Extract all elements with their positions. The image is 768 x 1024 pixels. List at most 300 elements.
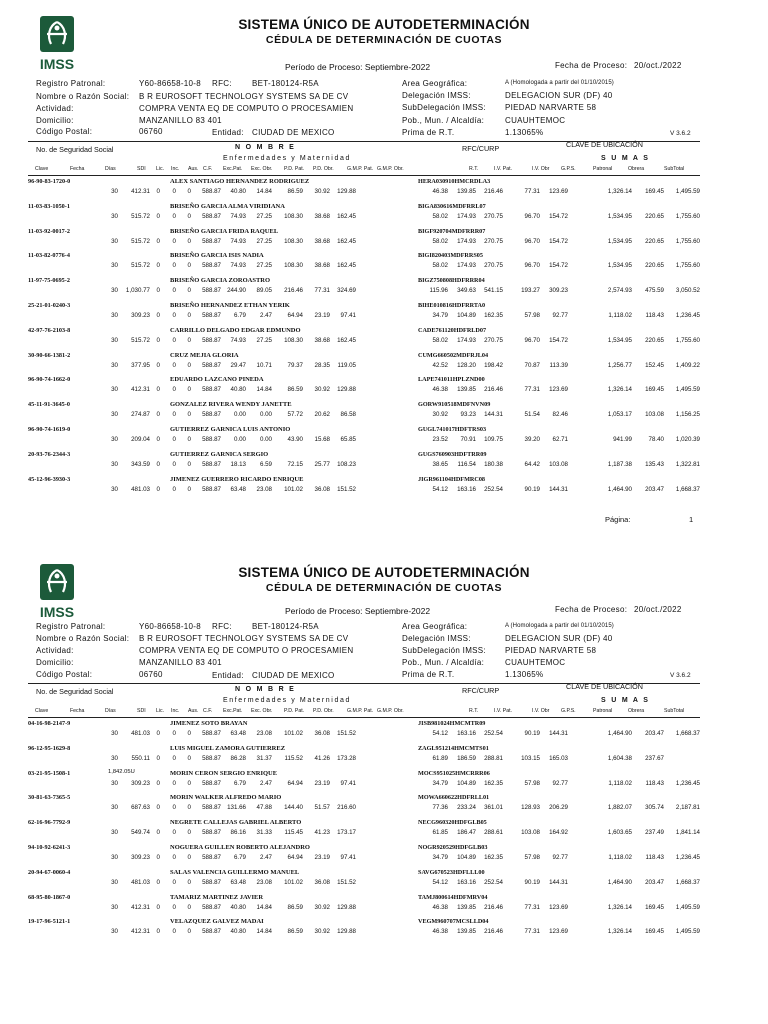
subheader-inc: Inc. [171,166,180,172]
value-iv-pat: 361.01 [484,804,503,812]
value-exc-obr: 0.00 [259,435,272,443]
value-cf: 588.87 [202,804,221,812]
value-iv-obr: 96.70 [524,237,540,245]
value-pd-obr: 28.35 [314,361,330,369]
entidad-value: CIUDAD DE MEXICO [252,128,335,137]
value-iv-pat: 252.54 [484,730,503,737]
value-gmp-obr: 46.38 [432,928,448,936]
value-subtotal: 1,236.45 [675,779,700,787]
value-inc: 0 [172,829,176,837]
value-subtotal: 1,156.25 [675,411,700,419]
value-subtotal: 1,668.37 [675,878,700,886]
employee-nss: 94-10-92-6241-3 [28,843,71,851]
value-gmp-obr: 46.38 [432,386,448,394]
area-value: A (Homologada a partir del 01/10/2015) [505,623,614,629]
employee-name: BRISEÑO GARCIA ISIS NADIA [170,252,264,260]
value-inc: 0 [172,188,176,195]
col-nss: No. de Seguridad Social [36,145,114,154]
value-aus: 0 [187,730,191,737]
value-pd-pat: 108.30 [284,262,303,270]
value-gmp-pat: 151.52 [337,485,356,493]
subheader-i-v-obr: I.V. Obr [532,708,550,714]
value-patronal: 1,256.77 [607,361,632,369]
value-rt: 93.23 [460,411,476,419]
employee-list-page-2 [0,719,768,942]
value-gps: 82.46 [552,411,568,419]
value-sdi: 515.72 [131,262,150,270]
value-cf: 588.87 [202,411,221,419]
value-gmp-obr: 54.12 [432,730,448,737]
value-iv-obr: 77.31 [524,928,540,936]
value-iv-pat: 288.61 [484,829,503,837]
value-rt: 349.63 [457,287,476,295]
employee-nss: 30-81-63-7365-5 [28,794,71,802]
col-eym: Enfermedades y Maternidad [223,155,351,162]
employee-nss: 45-11-91-3645-0 [28,401,70,409]
pob-label: Pob., Mun. / Alcaldía: [402,658,485,667]
employee-values [0,780,768,790]
value-gmp-pat: 65.85 [340,435,356,443]
employee-row [0,251,768,276]
value-aus: 0 [187,829,191,837]
value-lic: 0 [156,928,160,936]
value-gmp-pat: 151.52 [337,730,356,737]
nombre-value: B R EUROSOFT TECHNOLOGY SYSTEMS SA DE CV [139,92,349,101]
value-obrera: 152.45 [645,361,664,369]
value-dias: 30 [111,485,118,493]
value-dias: 30 [111,804,118,812]
value-cf: 588.87 [202,903,221,911]
value-patronal: 2,574.93 [607,287,632,295]
col-nombre: N O M B R E [235,144,296,151]
value-patronal: 1,326.14 [607,386,632,394]
value-exc-pat: 40.80 [230,188,246,195]
value-subtotal: 3,050.52 [675,287,700,295]
value-sdi: 515.72 [131,237,150,245]
value-gmp-pat: 86.58 [340,411,356,419]
employee-values [0,730,768,740]
value-obrera: 118.43 [645,853,664,861]
value-subtotal: 1,236.45 [675,853,700,861]
subheader-aus: Aus. [188,708,199,714]
value-rt: 70.91 [460,435,476,443]
value-inc: 0 [172,460,176,468]
subheader-inc: Inc. [171,708,180,714]
value-obrera: 203.47 [645,485,664,493]
value-iv-pat: 252.54 [484,878,503,886]
value-aus: 0 [187,237,191,245]
rfc-value: BET-180124-R5A [252,622,319,631]
employee-nss: 20-93-76-2344-3 [28,450,71,458]
value-sdi: 412.31 [131,928,150,936]
value-lic: 0 [156,336,160,344]
value-cf: 588.87 [202,336,221,344]
value-exc-obr: 14.84 [256,188,272,195]
logo-text: IMSS [39,604,75,620]
value-gmp-obr: 58.02 [432,212,448,220]
employee-rfc: BIGF920704MDFRRR07 [418,227,486,235]
value-aus: 0 [187,311,191,319]
value-gmp-pat: 216.60 [337,804,356,812]
value-sdi: 412.31 [131,903,150,911]
value-lic: 0 [156,212,160,220]
value-rt: 174.93 [457,237,476,245]
value-pd-pat: 144.40 [284,804,303,812]
value-obrera: 169.45 [645,386,664,394]
value-sdi: 515.72 [131,212,150,220]
value-dias: 30 [111,730,118,737]
col-sumas: S U M A S [601,697,650,704]
cp-value: 06760 [139,127,163,136]
version: V 3.6.2 [670,130,691,137]
value-patronal: 1,534.95 [607,262,632,270]
value-lic: 0 [156,188,160,195]
value-inc: 0 [172,386,176,394]
employee-name: LUIS MIGUEL ZAMORA GUTIERREZ [170,744,286,752]
value-dias: 30 [111,928,118,936]
fecha-label: Fecha de Proceso: [555,605,628,614]
value-iv-pat: 270.75 [484,336,503,344]
value-rt: 104.89 [457,779,476,787]
value-sdi: 343.59 [131,460,150,468]
value-obrera: 220.65 [645,212,664,220]
employee-name: CARRILLO DELGADO EDGAR EDMUNDO [170,326,301,334]
value-iv-obr: 57.98 [524,853,540,861]
logo-text: IMSS [39,56,75,72]
value-iv-obr: 51.54 [524,411,540,419]
value-pd-pat: 86.59 [287,903,303,911]
value-cf: 588.87 [202,311,221,319]
value-obrera: 118.43 [645,779,664,787]
value-gmp-obr: 34.79 [432,779,448,787]
employee-name: EDUARDO LAZCANO PINEDA [170,376,264,384]
nombre-label: Nombre o Razón Social: [36,634,130,643]
value-pd-pat: 108.30 [284,336,303,344]
subheader-sdi: SDI [137,166,146,172]
value-cf: 588.87 [202,754,221,762]
value-pd-pat: 108.30 [284,212,303,220]
employee-nss: 96-90-74-1619-0 [28,425,71,433]
registro-value: Y60-86658-10-8 [139,622,202,631]
value-exc-obr: 14.84 [256,903,272,911]
value-pd-pat: 86.59 [287,386,303,394]
value-dias: 30 [111,903,118,911]
col-sumas: S U M A S [601,155,650,162]
prima-value: 1.13065% [505,670,544,679]
value-rt: 163.16 [457,878,476,886]
value-inc: 0 [172,485,176,493]
subheader-i-v-obr: I.V. Obr [532,166,550,172]
entidad-label: Entidad: [212,671,244,680]
value-gmp-pat: 162.45 [337,237,356,245]
value-pd-obr: 77.31 [314,287,330,295]
value-subtotal: 1,668.37 [675,730,700,737]
sdi-note: 1,842.05U [108,768,135,775]
col-nombre: N O M B R E [235,686,296,693]
value-aus: 0 [187,903,191,911]
col-rfccurp: RFC/CURP [462,144,500,153]
value-gps: 206.29 [549,804,568,812]
value-lic: 0 [156,460,160,468]
value-aus: 0 [187,262,191,270]
employee-row [0,917,768,942]
value-gmp-pat: 162.45 [337,262,356,270]
value-dias: 30 [111,853,118,861]
value-exc-obr: 89.05 [256,287,272,295]
subdelegacion-value: PIEDAD NARVARTE 58 [505,103,597,112]
value-obrera: 103.08 [645,411,664,419]
value-exc-obr: 23.08 [256,485,272,493]
employee-values [0,854,768,864]
value-aus: 0 [187,485,191,493]
value-pd-obr: 30.92 [314,903,330,911]
value-aus: 0 [187,754,191,762]
cp-label: Código Postal: [36,127,93,136]
value-sdi: 412.31 [131,188,150,195]
subheader-subtotal: SubTotal [664,708,685,714]
subdelegacion-value: PIEDAD NARVARTE 58 [505,646,597,655]
value-pd-obr: 23.19 [314,779,330,787]
prima-value: 1.13065% [505,128,544,137]
employee-rfc: BIGA830616MDFRRL07 [418,202,486,210]
doc-subtitle: CÉDULA DE DETERMINACIÓN DE CUOTAS [265,582,503,594]
value-gmp-pat: 129.88 [337,188,356,195]
value-pd-pat: 64.94 [287,311,303,319]
subheader-fecha: Fecha [70,708,85,714]
value-patronal: 1,326.14 [607,903,632,911]
subheader-p-d-obr: P.D. Obr. [313,708,334,714]
value-obrera: 78.40 [648,435,664,443]
value-subtotal: 1,755.60 [675,336,700,344]
employee-rfc: TAMJ800614HDFMRV04 [418,893,488,901]
value-pd-obr: 36.08 [314,730,330,737]
value-iv-pat: 252.54 [484,485,503,493]
subheader-d-as: Días [105,166,116,172]
subheader-obrera: Obrera [628,708,645,714]
employee-rfc: BIHE010816HDFRRTA0 [418,301,486,309]
value-pd-obr: 38.68 [314,262,330,270]
value-dias: 30 [111,188,118,195]
value-dias: 30 [111,460,118,468]
value-patronal: 1,118.02 [608,311,632,319]
subheader-g-m-p-pat: G.M.P. Pat. [347,166,374,172]
domicilio-value: MANZANILLO 83 401 [139,116,222,125]
value-pd-obr: 25.77 [314,460,330,468]
value-gps: 62.71 [552,435,568,443]
value-lic: 0 [156,730,160,737]
value-inc: 0 [172,212,176,220]
value-aus: 0 [187,460,191,468]
value-gps: 123.69 [549,928,568,936]
employee-values [0,287,768,297]
col-eym: Enfermedades y Maternidad [223,697,351,704]
value-cf: 588.87 [202,829,221,837]
subheader-obrera: Obrera [628,166,645,172]
value-exc-pat: 6.79 [233,853,246,861]
value-dias: 30 [111,311,118,319]
value-pd-obr: 20.62 [314,411,330,419]
subdelegacion-label: SubDelegación IMSS: [402,646,486,655]
value-rt: 174.93 [457,212,476,220]
value-rt: 104.89 [457,853,476,861]
value-iv-pat: 180.38 [484,460,503,468]
value-lic: 0 [156,361,160,369]
value-exc-pat: 40.80 [230,903,246,911]
value-inc: 0 [172,779,176,787]
value-gmp-obr: 61.85 [432,829,448,837]
value-pd-obr: 30.92 [314,386,330,394]
value-iv-pat: 270.75 [484,237,503,245]
employee-row [0,276,768,301]
employee-row [0,719,768,744]
value-pd-obr: 51.57 [314,804,330,812]
value-cf: 588.87 [202,237,221,245]
value-pd-obr: 41.23 [314,829,330,837]
value-lic: 0 [156,903,160,911]
value-patronal: 1,118.02 [608,853,632,861]
employee-values [0,312,768,322]
value-exc-pat: 63.48 [230,485,246,493]
subheader-exc-pat: Exc.Pat. [223,166,243,172]
value-subtotal: 1,236.45 [675,311,700,319]
employee-nss: 96-90-83-1720-0 [28,178,71,185]
area-value: A (Homologada a partir del 01/10/2015) [505,80,614,86]
value-sdi: 515.72 [131,336,150,344]
value-subtotal: 1,755.60 [675,212,700,220]
value-subtotal: 1,322.81 [675,460,700,468]
subheader-d-as: Días [105,708,116,714]
value-exc-obr: 27.25 [256,212,272,220]
value-rt: 174.93 [457,336,476,344]
value-cf: 588.87 [202,212,221,220]
value-iv-obr: 103.08 [521,829,540,837]
employee-values [0,804,768,814]
value-gps: 165.03 [549,754,568,762]
value-pd-pat: 72.15 [287,460,303,468]
value-rt: 174.93 [457,262,476,270]
value-aus: 0 [187,779,191,787]
value-obrera: 203.47 [645,878,664,886]
value-lic: 0 [156,386,160,394]
columns-divider [28,175,700,176]
employee-values [0,238,768,248]
value-inc: 0 [172,435,176,443]
value-gps: 123.69 [549,188,568,195]
value-gps: 123.69 [549,903,568,911]
employee-rfc: GUGL741017HDFTRS03 [418,425,487,433]
registro-label: Registro Patronal: [36,79,106,88]
value-exc-obr: 6.59 [259,460,272,468]
value-patronal: 1,534.95 [607,212,632,220]
value-sdi: 1,030.77 [125,287,150,295]
value-gps: 154.72 [549,262,568,270]
registro-value: Y60-86658-10-8 [139,79,202,88]
subdelegacion-label: SubDelegación IMSS: [402,103,486,112]
value-obrera: 169.45 [645,928,664,936]
value-inc: 0 [172,411,176,419]
value-pd-pat: 101.02 [284,730,303,737]
value-exc-pat: 131.66 [227,804,246,812]
employee-nss: 96-90-74-1662-0 [28,376,71,384]
value-aus: 0 [187,411,191,419]
value-gmp-pat: 129.88 [337,386,356,394]
subheader-r-t: R.T. [469,166,479,172]
employee-nss: 11-03-92-0017-2 [28,227,70,235]
value-exc-pat: 6.79 [233,779,246,787]
subheader-c-f: C.F. [203,166,213,172]
value-pd-pat: 115.45 [284,829,303,837]
value-iv-pat: 216.46 [484,188,503,195]
value-patronal: 1,326.14 [607,928,632,936]
value-rt: 116.54 [457,460,476,468]
value-subtotal: 1,495.59 [675,928,700,936]
value-sdi: 481.03 [131,485,150,493]
employee-list-page-1 [0,177,768,499]
value-rt: 163.16 [457,730,476,737]
employee-rfc: ZAGL951214HMCMTS01 [418,744,489,752]
employee-name: BRISEÑO GARCIA ALMA VIRIDIANA [170,202,285,210]
value-lic: 0 [156,311,160,319]
employee-rfc: NOGR920529HDFGLB03 [418,843,488,851]
value-sdi: 309.23 [131,311,150,319]
actividad-value: COMPRA VENTA EQ DE COMPUTO O PROCESAMIEN [139,104,354,113]
employee-nss: 11-03-82-0776-4 [28,252,70,260]
employee-nss: 45-12-96-3930-3 [28,475,71,483]
employee-name: JIMENEZ GUERRERO RICARDO ENRIQUE [170,475,304,483]
value-exc-obr: 31.33 [256,829,272,837]
prima-label: Prima de R.T. [402,670,455,679]
value-subtotal: 1,495.59 [675,188,700,195]
value-exc-obr: 2.47 [259,779,272,787]
employee-rfc: CUMG660502MDFRJL04 [418,351,489,359]
value-dias: 30 [111,237,118,245]
value-inc: 0 [172,361,176,369]
employee-values [0,411,768,421]
subheader-exc-pat: Exc.Pat. [223,708,243,714]
value-aus: 0 [187,336,191,344]
value-subtotal: 1,841.14 [675,829,700,837]
domicilio-label: Domicilio: [36,658,74,667]
delegacion-value: DELEGACION SUR (DF) 40 [505,91,613,100]
value-pd-obr: 23.19 [314,311,330,319]
value-cf: 588.87 [202,262,221,270]
value-iv-obr: 57.98 [524,311,540,319]
periodo-proceso: Período de Proceso: Septiembre-2022 [285,62,431,72]
employee-nss: 68-95-80-1867-0 [28,893,71,901]
employee-name: BRISEÑO GARCIA FRIDA RAQUEL [170,227,279,235]
col-clave-ubicacion: CLAVE DE UBICACIÓN [566,682,643,691]
employee-values [0,879,768,889]
cp-value: 06760 [139,670,163,679]
value-gmp-pat: 324.69 [337,287,356,295]
employee-name: NOGUERA GUILLEN ROBERTO ALEJANDRO [170,843,310,851]
value-aus: 0 [187,188,191,195]
value-subtotal: 1,495.59 [675,386,700,394]
employee-name: TAMARIZ MARTINEZ JAVIER [170,893,264,901]
employee-values [0,213,768,223]
periodo-proceso: Período de Proceso: Septiembre-2022 [285,606,431,616]
value-sdi: 412.31 [131,386,150,394]
value-rt: 186.47 [457,829,476,837]
employee-rfc: HERA030910HMCRDLA3 [418,178,491,185]
employee-row [0,400,768,425]
value-pd-obr: 30.92 [314,188,330,195]
doc-title: SISTEMA ÚNICO DE AUTODETERMINACIÓN [238,565,530,580]
value-dias: 30 [111,386,118,394]
value-iv-pat: 288.81 [484,754,503,762]
value-iv-obr: 64.42 [524,460,540,468]
employee-nss: 42-97-76-2103-8 [28,326,71,334]
